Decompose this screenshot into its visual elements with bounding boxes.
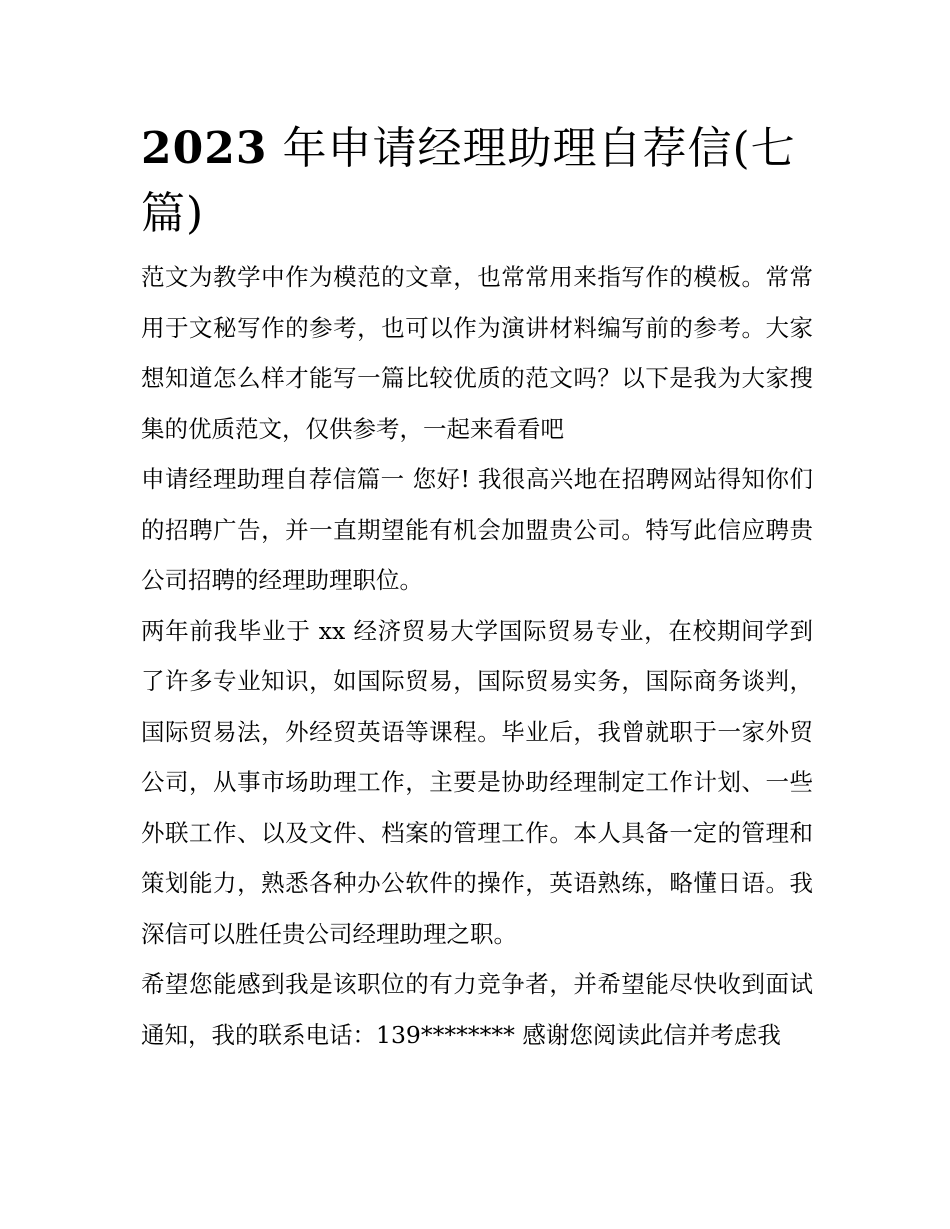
document-title (141, 116, 813, 246)
title-year: 2023 (141, 123, 268, 174)
title-text: 年申请经理助理自荐信(七篇) (141, 123, 796, 239)
paragraph-intro: 范文为教学中作为模范的文章，也常常用来指写作的模板。常常用于文秘写作的参考，也可以作为演讲材料编写前的参考。大家想知道怎么样才能写一篇比较优质的范文吗？以下是我为大家搜集的优质范文，仅供参考，一起来看看吧 (141, 263, 813, 443)
paragraph-background: 两年前我毕业于 xx 经济贸易大学国际贸易专业，在校期间学到了许多专业知识，如国际贸易，国际贸易实务，国际商务谈判，国际贸易法，外经贸英语等课程。毕业后，我曾就职于一家外贸公司，从事市场助理工作，主要是协助经理制定工作计划、一些外联工作、以及文件、档案的管理工作。本人具备一定的管理和策划能力，熟悉各种办公软件的操作，英语熟练，略懂日语。我深信可以胜任贵公司经理助理之职。 (141, 616, 813, 948)
paragraph-closing: 希望您能感到我是该职位的有力竞争者，并希望能尽快收到面试通知，我的联系电话：139******** 感谢您阅读此信并考虑我 (141, 970, 813, 1049)
paragraph-letter-opening: 申请经理助理自荐信篇一 您好! 我很高兴地在招聘网站得知你们的招聘广告，并一直期望能有机会加盟贵公司。特写此信应聘贵公司招聘的经理助理职位。 (141, 465, 813, 594)
document-body (141, 116, 813, 1060)
